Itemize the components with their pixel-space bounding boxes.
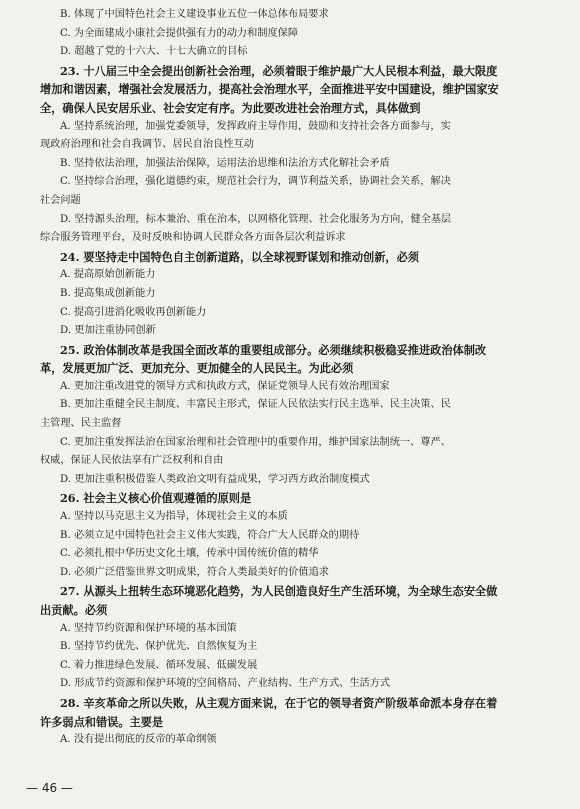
question-stem: 24. 要坚持走中国特色自主创新道路，以全球视野谋划和推动创新，必须 bbox=[60, 249, 419, 264]
answer-option: D. 更加注重积极借鉴人类政治文明有益成果，学习西方政治制度模式 bbox=[60, 473, 370, 485]
answer-option: D. 形成节约资源和保护环境的空间格局、产业结构、生产方式、生活方式 bbox=[60, 678, 391, 690]
answer-option: B. 更加注重健全民主制度、丰富民主形式，保证人民依法实行民主选举、民主决策、民 bbox=[60, 399, 451, 411]
answer-option: A. 坚持系统治理，加强党委领导，发挥政府主导作用，鼓励和支持社会各方面参与，实 bbox=[60, 120, 451, 132]
answer-option: C. 为全面建成小康社会提供强有力的动力和制度保障 bbox=[60, 27, 299, 39]
question-stem-continued: 全，确保人民安居乐业、社会安定有序。为此要改进社会治理方式，具体做到 bbox=[40, 100, 421, 115]
answer-option: C. 必须扎根中华历史文化土壤，传承中国传统价值的精华 bbox=[60, 548, 319, 560]
answer-option: B. 必须立足中国特色社会主义伟大实践，符合广大人民群众的期待 bbox=[60, 529, 360, 541]
answer-option: C. 提高引进消化吸收再创新能力 bbox=[60, 306, 207, 318]
answer-option: D. 更加注重协同创新 bbox=[60, 325, 156, 337]
question-stem-continued: 出贡献。必须 bbox=[40, 603, 108, 617]
answer-option: C. 更加注重发挥法治在国家治理和社会管理中的重要作用，维护国家法制统一、尊严、 bbox=[60, 436, 451, 448]
answer-option-continued: 现政府治理和社会自我调节、居民自治良性互动 bbox=[40, 139, 254, 151]
answer-option: A. 没有提出彻底的反帝的革命纲领 bbox=[60, 734, 217, 746]
answer-option-continued: 权威，保证人民依法享有广泛权利和自由 bbox=[40, 455, 224, 467]
answer-option: A. 坚持节约资源和保护环境的基本国策 bbox=[60, 622, 237, 634]
answer-option: C. 坚持综合治理，强化道德约束，规范社会行为，调节利益关系，协调社会关系，解决 bbox=[60, 176, 451, 188]
answer-option: B. 体现了中国特色社会主义建设事业五位一体总体布局要求 bbox=[60, 9, 329, 20]
question-stem-continued: 许多弱点和错误。主要是 bbox=[40, 714, 164, 729]
question-stem: 27. 从源头上扭转生态环境恶化趋势，为人民创造良好生产生活环境，为全球生态安全做 bbox=[60, 584, 498, 599]
answer-option: D. 超越了党的十六大、十七大确立的目标 bbox=[60, 46, 248, 58]
answer-option: C. 着力推进绿色发展、循环发展、低碳发展 bbox=[60, 659, 258, 671]
answer-option: A. 坚持以马克思主义为指导，体现社会主义的本质 bbox=[60, 511, 288, 523]
answer-option: D. 必须广泛借鉴世界文明成果，符合人类最美好的价值追求 bbox=[60, 566, 329, 578]
answer-option: D. 坚持源头治理，标本兼治、重在治本，以网格化管理、社会化服务为方向，健全基层 bbox=[60, 213, 452, 225]
question-stem: 28. 辛亥革命之所以失败，从主观方面来说，在于它的领导者资产阶级革命派本身存在着 bbox=[60, 695, 498, 710]
answer-option: A. 更加注重改进党的领导方式和执政方式，保证党领导人民有效治理国家 bbox=[60, 380, 390, 392]
question-text-body bbox=[40, 6, 540, 750]
question-stem: 23. 十八届三中全会提出创新社会治理，必须着眼于维护最广大人民根本利益，最大限度 bbox=[60, 63, 498, 78]
question-stem-continued: 革，发展更加广泛、更加充分、更加健全的人民民主。为此必须 bbox=[40, 361, 354, 376]
question-stem-continued: 增加和谐因素，增强社会发展活力，提高社会治理水平，全面推进平安中国建设，维护国家安 bbox=[40, 82, 499, 97]
answer-option: A. 提高原始创新能力 bbox=[60, 269, 156, 281]
question-stem: 26. 社会主义核心价值观遵循的原则是 bbox=[60, 491, 252, 506]
answer-option: B. 提高集成创新能力 bbox=[60, 287, 156, 299]
answer-option-continued: 社会问题 bbox=[40, 194, 81, 206]
answer-option: B. 坚持节约优先、保护优先、自然恢复为主 bbox=[60, 641, 258, 653]
answer-option-continued: 综合服务管理平台，及时反映和协调人民群众各方面各层次利益诉求 bbox=[40, 232, 346, 244]
answer-option-continued: 主管理、民主监督 bbox=[40, 418, 122, 430]
answer-option: B. 坚持依法治理，加强法治保障，运用法治思维和法治方式化解社会矛盾 bbox=[60, 157, 390, 169]
page-number: — 46 — bbox=[26, 781, 73, 795]
question-stem: 25. 政治体制改革是我国全面改革的重要组成部分。必须继续积极稳妥推进政治体制改 bbox=[60, 342, 487, 357]
